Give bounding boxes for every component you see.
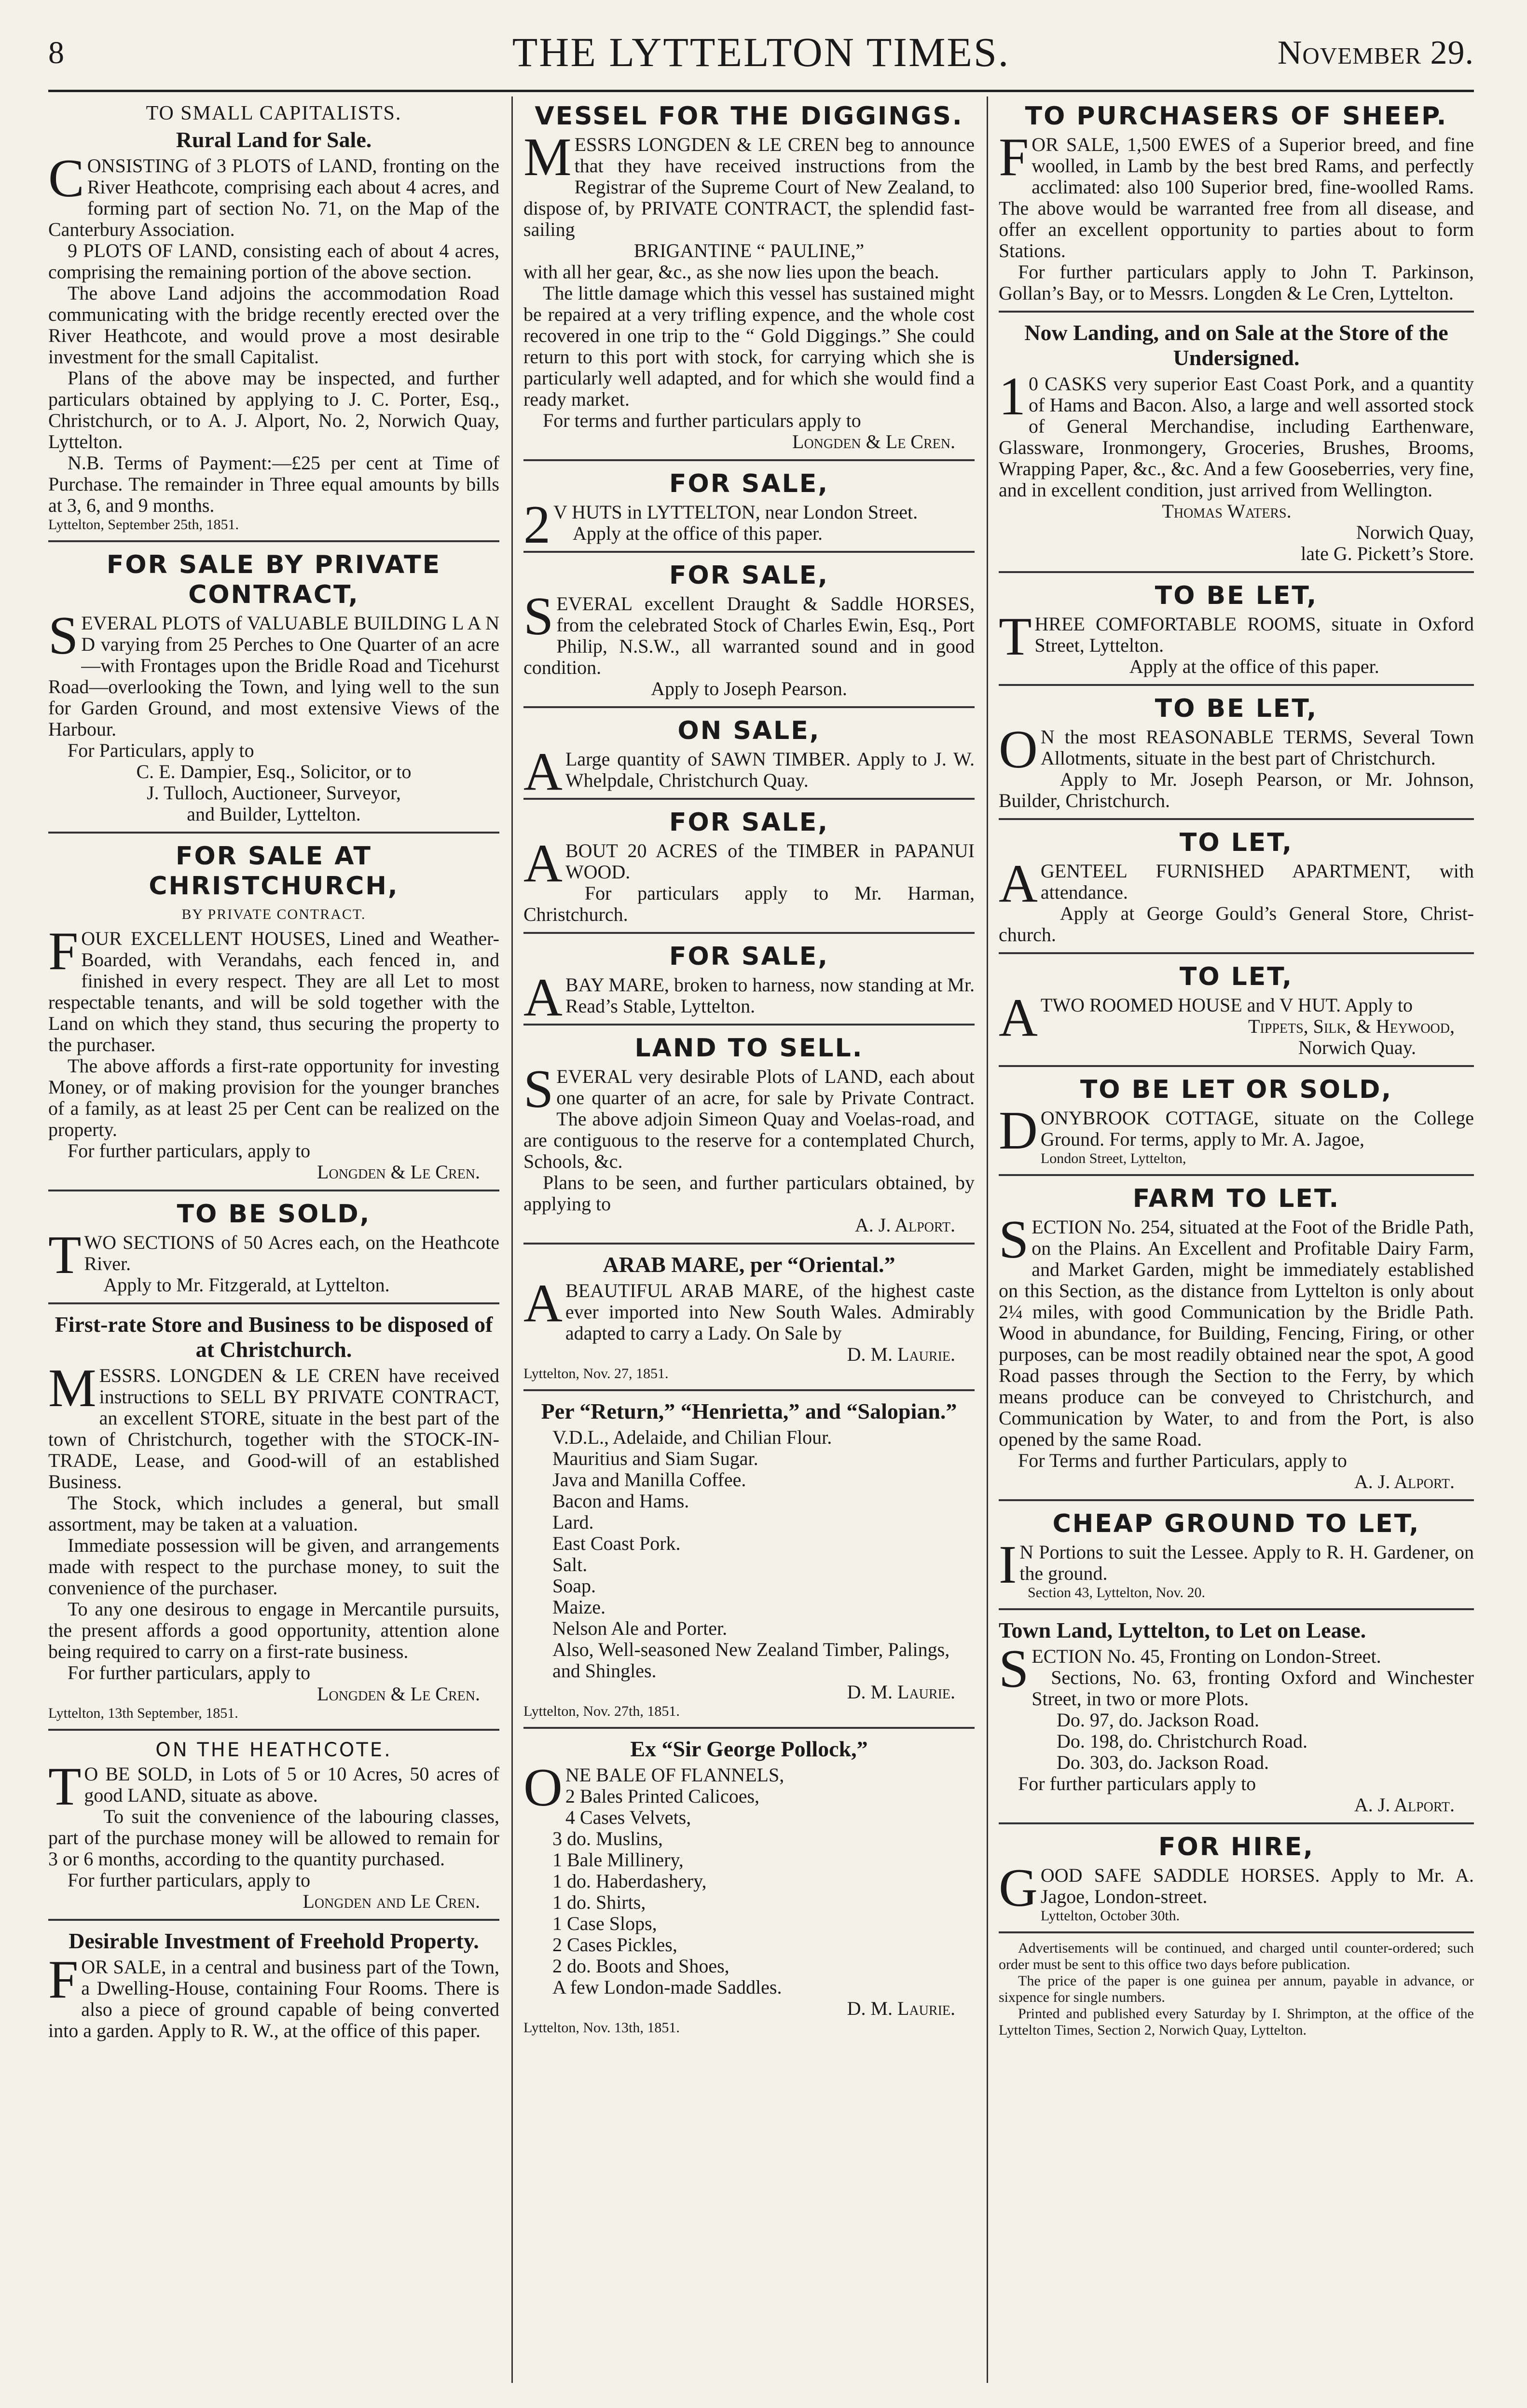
ad-to-be-sold (48, 1194, 499, 1304)
ad-dateline: Lyttelton, October 30th. (1040, 1908, 1180, 1924)
ad-dateline: London Street, Lyttelton, (1040, 1150, 1186, 1166)
ad-paragraph: SEVERAL excellent Draught & Saddle HORSES, from the celebrated Stock of Charles Ewin, Esq., Port Philip, N.S.W., all warranted sound and in good condition. (523, 587, 975, 678)
ad-v-huts (523, 464, 975, 553)
ad-heading: TO SMALL CAPITALISTS. (146, 102, 402, 124)
ad-paragraph: AGENTEEL FURNISHED APARTMENT, with attendance. (999, 854, 1474, 914)
list-item: V.D.L., Adelaide, and Chilian Flour. (552, 1426, 832, 1448)
list-item: 1 Case Slops, (552, 1913, 657, 1934)
list-item: Do. 303, do. Jackson Road. (1057, 1751, 1269, 1773)
ad-arab-mare (523, 1247, 975, 1391)
ad-freehold-property (48, 1924, 499, 2048)
ad-heading: Per “Return,” “Henrietta,” and “Salopian.” (541, 1399, 957, 1423)
ad-two-roomed-house (999, 957, 1474, 1067)
ad-signature: Tippets, Silk, & Heywood, (1248, 1015, 1455, 1037)
ad-paragraph: SECTION No. 254, situated at the Foot of the Bridle Path, on the Plains. An Excellent and Profitable Dairy Farm, and Market Garden, might be immediately established on this Section, as the distance from Lyttelton is only about 2¼ miles, with good Communication by the Bridle Path. Wood in abundance, for Building, Fencing, Firing, or other purposes, can be most readily obtained near the spot, A good Road passes through the Section to the Ferry, by which means produce can be conveyed to Christchurch, and Communication by Water, to and from the Port, is also opened by the same Road. (999, 1210, 1474, 1450)
ad-store-business (48, 1307, 499, 1731)
ad-signature: A. J. Alport. (1354, 1794, 1455, 1816)
ad-paragraph: C. E. Dampier, Esq., Solicitor, or to (136, 761, 412, 782)
ad-paragraph: ONE BALE OF FLANNELS, (523, 1758, 784, 1818)
column-divider (987, 96, 988, 2383)
ad-address: Norwich Quay. (1298, 1037, 1416, 1058)
ad-now-landing (999, 315, 1474, 573)
ad-heading: FOR SALE, (669, 469, 829, 498)
ad-small-capitalists (48, 96, 499, 542)
list-item: Nelson Ale and Porter. (552, 1617, 728, 1639)
list-item: 1 do. Shirts, (552, 1891, 646, 1913)
ad-paragraph: The Stock, which includes a general, but small assortment, may be taken at a valuation. (48, 1492, 499, 1535)
ad-signature: D. M. Laurie. (847, 1343, 955, 1365)
ad-paragraph: J. Tulloch, Auctioneer, Surveyor, (147, 782, 401, 804)
ad-donybrook-cottage (999, 1070, 1474, 1176)
ad-paragraph: THREE COMFORTABLE ROOMS, situate in Oxford Street, Lyttelton. (999, 607, 1474, 667)
ad-paragraph: IN Portions to suit the Lessee. Apply to R. H. Gardener, on the ground. (999, 1535, 1474, 1595)
ad-heading: FOR HIRE, (1158, 1833, 1315, 1861)
ad-paragraph: For particulars apply to Mr. Harman, Christchurch. (523, 882, 975, 925)
ad-heading: CHEAP GROUND TO LET, (1052, 1509, 1420, 1538)
ad-paragraph: The above affords a first-rate opportunity for investing Money, or of making provision for the younger branches of a family, as at least 25 per Cent can be realized on the property. (48, 1055, 499, 1140)
notice-paragraph: The price of the paper is one guinea per annum, payable in advance, or sixpence for single numbers. (999, 1973, 1474, 2005)
list-item: 1 do. Haberdashery, (552, 1870, 707, 1892)
ad-paragraph: 10 CASKS very superior East Coast Pork, and a quantity of Hams and Bacon. Also, a large and well assorted stock of General Merchandise, including Earthenware, Glassware, Ironmongery, Groceries, Brushes, Brooms, Wrapping Paper, &c., &c. And a few Gooseberries, very fine, and in excellent condition, just arrived from Wellington. (999, 367, 1474, 501)
ad-paragraph: CONSISTING of 3 PLOTS of LAND, fronting on the River Heathcote, comprising each about 4 acres, and forming part of section No. 71, on the Map of the Canterbury Association. (48, 149, 499, 240)
ad-paragraph: Apply at George Gould’s General Store, Christ-church. (999, 903, 1474, 945)
ad-paragraph: ABOUT 20 ACRES of the TIMBER in PAPANUI WOOD. (523, 834, 975, 893)
ad-paragraph: Immediate possession will be given, and arrangements made with respect to the purchase money, to suit the convenience of the purchaser. (48, 1534, 499, 1599)
ad-christchurch-houses (48, 836, 499, 1191)
ad-paragraph: 9 PLOTS OF LAND, consisting each of about 4 acres, comprising the remaining portion of the above section. (48, 240, 499, 283)
ad-paragraph: For further particulars, apply to (68, 1140, 311, 1162)
list-item: A few London-made Saddles. (552, 1976, 782, 1998)
list-item: Soap. (552, 1575, 596, 1597)
ad-paragraph: ABAY MARE, broken to harness, now standing at Mr. Read’s Stable, Lyttelton. (523, 968, 975, 1027)
ad-paragraph: For further particulars, apply to (68, 1662, 311, 1683)
ad-paragraph: with all her gear, &c., as she now lies upon the beach. (523, 261, 939, 283)
masthead-rule (48, 90, 1474, 92)
ad-heathcote (48, 1734, 499, 1921)
list-item: Salt. (552, 1554, 588, 1575)
ad-paragraph: TWO SECTIONS of 50 Acres each, on the Heathcote River. (48, 1225, 499, 1285)
ad-paragraph: TO BE SOLD, in Lots of 5 or 10 Acres, 50 acres of good LAND, situate as above. (48, 1757, 499, 1817)
goods-list (523, 1427, 975, 1682)
ad-paragraph: Plans of the above may be inspected, and further particulars obtained by applying to J. C. Porter, Esq., Christchurch, or to A. J. Alport, No. 2, Norwich Quay, Lyttelton. (48, 367, 499, 452)
column-divider (511, 96, 513, 2383)
ad-heading: TO BE LET OR SOLD, (1080, 1075, 1393, 1104)
column-2 (523, 96, 975, 2393)
ad-papanui-timber (523, 803, 975, 934)
ad-paragraph: FOR SALE, 1,500 EWES of a Superior breed, and fine woolled, in Lamb by the best bred Rams, and perfectly acclimated: also 100 Superior bred, fine-woolled Rams. The above would be warranted free from all disease, and offer an excellent opportunity to parties about to form Stations. (999, 127, 1474, 261)
ad-heading: Now Landing, and on Sale at the Store of the Undersigned. (1024, 320, 1448, 370)
ad-signature: Longden & Le Cren. (317, 1161, 480, 1183)
notice-paragraph: Printed and published every Saturday by I. Shrimpton, at the office of the Lyttelton Times, Section 2, Norwich Quay, Lyttelton. (999, 2006, 1474, 2038)
ad-heading: LAND TO SELL. (634, 1034, 864, 1063)
ad-land-to-sell (523, 1028, 975, 1245)
ad-heading: ON THE HEATHCOTE. (155, 1739, 392, 1761)
masthead (48, 25, 1474, 83)
ad-paragraph: For Terms and further Particulars, apply to (1018, 1450, 1347, 1471)
ad-paragraph: ALarge quantity of SAWN TIMBER. Apply to J. W. Whelpdale, Christchurch Quay. (523, 742, 975, 802)
ad-heading: ON SALE, (677, 716, 821, 745)
ad-paragraph: GOOD SAFE SADDLE HORSES. Apply to Mr. A. Jagoe, London-street. (999, 1858, 1474, 1918)
ad-vessel-diggings (523, 96, 975, 461)
ad-dateline: Lyttelton, Nov. 27, 1851. (523, 1366, 669, 1382)
ad-paragraph: SEVERAL very desirable Plots of LAND, each about one quarter of an acre, for sale by Private Contract. The above adjoin Simeon Quay and Voelas-road, and are contiguous to the reserve for a contemplated Church, Schools, &c. (523, 1059, 975, 1172)
ad-paragraph: SECTION No. 45, Fronting on London-Street. (999, 1639, 1381, 1699)
list-item: Do. 97, do. Jackson Road. (1057, 1709, 1259, 1731)
ad-cheap-ground (999, 1504, 1474, 1610)
publication-notice (999, 1936, 1474, 2045)
list-item: Java and Manilla Coffee. (552, 1469, 746, 1491)
ad-heading: VESSEL FOR THE DIGGINGS. (535, 102, 963, 131)
ad-horses (523, 556, 975, 708)
ad-signature: D. M. Laurie. (847, 1998, 955, 2019)
list-item: 2 Bales Printed Calicoes, (565, 1785, 760, 1807)
ad-heading: Ex “Sir George Pollock,” (630, 1737, 868, 1761)
ad-heading: FARM TO LET. (1132, 1184, 1340, 1213)
ad-subheading: BY PRIVATE CONTRACT. (181, 906, 366, 922)
list-item: 2 Cases Pickles, (552, 1934, 677, 1956)
ad-heading: FOR SALE, (669, 561, 829, 590)
ad-paragraph: Apply at the office of this paper. (1129, 656, 1379, 677)
ad-paragraph: To suit the convenience of the labouring classes, part of the purchase money will be allowed to remain for 3 or 6 months, according to the quantity purchased. (48, 1806, 499, 1870)
list-item: Also, Well-seasoned New Zealand Timber, Palings, and Shingles. (552, 1639, 950, 1682)
ad-purchasers-sheep (999, 96, 1474, 313)
ad-paragraph: Apply to Mr. Fitzgerald, at Lyttelton. (103, 1274, 390, 1296)
ad-paragraph: The little damage which this vessel has sustained might be repaired at a very trifling expence, and the whole cost recovered in one trip to the “ Gold Diggings.” She could return to this port with stock, for carrying which she is particularly well adapted, and for which she would find a ready market. (523, 282, 975, 410)
ad-signature: Longden & Le Cren. (317, 1683, 480, 1705)
ad-signature: Thomas Waters. (1162, 500, 1292, 522)
ad-paragraph: FOR SALE, in a central and business part of the Town, a Dwelling-House, containing Four Rooms. There is also a piece of ground capable of being converted into a garden. Apply to R. W., at the office of this paper. (48, 1950, 499, 2041)
ad-subheading: Rural Land for Sale. (176, 127, 372, 152)
page-number: 8 (48, 35, 64, 70)
ad-town-land-lease (999, 1613, 1474, 1824)
goods-list (523, 1786, 975, 1998)
ad-signature: A. J. Alport. (854, 1214, 955, 1236)
ad-signature: D. M. Laurie. (847, 1681, 955, 1703)
list-item: 4 Cases Velvets, (565, 1806, 691, 1828)
ad-paragraph: and Builder, Lyttelton. (187, 803, 361, 825)
ad-heading: FOR SALE AT CHRISTCHURCH, (149, 842, 399, 901)
ad-paragraph: For terms and further particulars apply to (543, 410, 861, 431)
ad-paragraph: Apply to Mr. Joseph Pearson, or Mr. Johnson, Builder, Christchurch. (999, 768, 1474, 811)
column-3 (999, 96, 1474, 2393)
ad-address: late G. Pickett’s Store. (1301, 543, 1474, 564)
ad-paragraph: MESSRS. LONGDEN & LE CREN have received instructions to SELL BY PRIVATE CONTRACT, an excellent STORE, situate in the best part of the town of Christchurch, together with the STOCK-IN-TRADE, Lease, and Good-will of an established Business. (48, 1358, 499, 1492)
list-item: Maize. (552, 1596, 605, 1618)
ad-furnished-apartment (999, 823, 1474, 954)
ad-paragraph: Sections, No. 63, fronting Oxford and Winchester Street, in two or more Plots. (1032, 1667, 1474, 1710)
list-item: Bacon and Hams. (552, 1490, 689, 1512)
ad-heading: FOR SALE, (669, 808, 829, 837)
issue-date: November 29. (1277, 34, 1474, 71)
ad-paragraph: MESSRS LONGDEN & LE CREN beg to announce that they have received instructions from the Registrar of the Supreme Court of New Zealand, to dispose of, by PRIVATE CONTRACT, the splendid fast-sailing (523, 127, 975, 240)
ad-town-allotments (999, 689, 1474, 820)
ad-heading: Desirable Investment of Freehold Property. (69, 1929, 479, 1953)
ad-dateline: Lyttelton, September 25th, 1851. (48, 517, 239, 533)
ad-signature: Longden and Le Cren. (303, 1890, 480, 1912)
list-item: Mauritius and Siam Sugar. (552, 1448, 758, 1469)
ad-dateline: Lyttelton, 13th September, 1851. (48, 1705, 238, 1721)
ad-signature: A. J. Alport. (1354, 1471, 1455, 1492)
ad-private-contract (48, 545, 499, 834)
ad-dateline: Lyttelton, Nov. 13th, 1851. (523, 2020, 680, 2036)
ad-heading: FOR SALE, (669, 942, 829, 971)
list-item: Do. 198, do. Christchurch Road. (1057, 1730, 1307, 1752)
ad-paragraph: FOUR EXCELLENT HOUSES, Lined and Weather-Boarded, with Verandahs, each fenced in, and finished in every respect. They are all Let to most respectable tenants, and will be sold together with the Land on which they stand, thus securing the property to the purchaser. (48, 921, 499, 1055)
ad-for-hire (999, 1827, 1474, 1933)
ad-address: Norwich Quay, (1356, 521, 1474, 543)
ad-heading: First-rate Store and Business to be disposed of at Christchurch. (55, 1312, 493, 1362)
newspaper-title: THE LYTTELTON TIMES. (512, 29, 1010, 75)
ad-paragraph: DONYBROOK COTTAGE, situate on the College Ground. For terms, apply to Mr. A. Jagoe, (999, 1101, 1474, 1161)
ad-paragraph: To any one desirous to engage in Mercantile pursuits, the present affords a good opportunity, attention alone being required to carry on a first-rate business. (48, 1598, 499, 1662)
ad-heading: TO LET, (1179, 828, 1293, 857)
ad-paragraph: For Particulars, apply to (68, 739, 254, 761)
ad-paragraph: ON the most REASONABLE TERMS, Several Town Allotments, situate in the best part of Christchurch. (999, 720, 1474, 780)
ad-heading: TO BE SOLD, (177, 1200, 371, 1229)
list-item: 1 Bale Millinery, (552, 1849, 684, 1871)
ad-heading: FOR SALE BY PRIVATE CONTRACT, (106, 550, 441, 609)
ad-heading: TO BE LET, (1155, 694, 1318, 723)
list-item: 2 do. Boots and Shoes, (552, 1955, 729, 1977)
ad-paragraph: 2V HUTS in LYTTELTON, near London Street. (523, 495, 918, 555)
ad-sir-george-pollock (523, 1732, 975, 2043)
sections-list (999, 1710, 1474, 1773)
ad-heading: ARAB MARE, per “Oriental.” (603, 1252, 895, 1277)
list-item: 3 do. Muslins, (552, 1828, 663, 1849)
ad-bay-mare (523, 937, 975, 1026)
ad-flour-goods (523, 1394, 975, 1729)
ad-paragraph: SEVERAL PLOTS of VALUABLE BUILDING L A N D varying from 25 Perches to One Quarter of an acre—with Frontages upon the Bridle Road and Ticehurst Road—overlooking the Town, and lying well to the sun for Garden Ground, and most extensive Views of the Harbour. (48, 606, 499, 740)
ad-dateline: Section 43, Lyttelton, Nov. 20. (1028, 1585, 1206, 1601)
ad-sawn-timber (523, 711, 975, 800)
ad-comfortable-rooms (999, 576, 1474, 686)
ad-paragraph: For further particulars, apply to (68, 1869, 311, 1891)
ad-paragraph: N.B. Terms of Payment:—£25 per cent at Time of Purchase. The remainder in Three equal amounts by bills at 3, 6, and 9 months. (48, 452, 499, 516)
ad-paragraph: For further particulars apply to (1018, 1773, 1256, 1794)
ad-paragraph: ABEAUTIFUL ARAB MARE, of the highest caste ever imported into New South Wales. Admirably adapted to carry a Lady. On Sale by (523, 1273, 975, 1344)
ad-paragraph: The above Land adjoins the accommodation Road communicating with the bridge recently erected over the River Heathcote, and would prove a most desirable investment for the small Capitalist. (48, 282, 499, 368)
ad-heading: Town Land, Lyttelton, to Let on Lease. (999, 1618, 1366, 1642)
notice-paragraph: Advertisements will be continued, and charged until counter-ordered; such order must be sent to this office two days before publication. (999, 1940, 1474, 1972)
ad-heading: TO BE LET, (1155, 581, 1318, 610)
ad-paragraph: Apply at the office of this paper. (573, 522, 823, 544)
ad-farm-to-let (999, 1179, 1474, 1501)
ad-dateline: Lyttelton, Nov. 27th, 1851. (523, 1703, 680, 1719)
ad-paragraph: For further particulars apply to John T. Parkinson, Gollan’s Bay, or to Messrs. Longden & Le Cren, Lyttelton. (999, 261, 1474, 304)
list-item: East Coast Pork. (552, 1532, 681, 1554)
column-1 (48, 96, 499, 2393)
ad-paragraph: BRIGANTINE “ PAULINE,” (633, 240, 865, 261)
ad-paragraph: Plans to be seen, and further particulars obtained, by applying to (523, 1172, 975, 1215)
ad-heading: TO PURCHASERS OF SHEEP. (1025, 102, 1448, 131)
ad-paragraph: ATWO ROOMED HOUSE and V HUT. Apply to (999, 988, 1413, 1048)
ad-paragraph: Apply to Joseph Pearson. (651, 678, 847, 699)
ad-heading: TO LET, (1179, 962, 1293, 991)
list-item: Lard. (552, 1511, 594, 1533)
ad-signature: Longden & Le Cren. (792, 431, 955, 452)
